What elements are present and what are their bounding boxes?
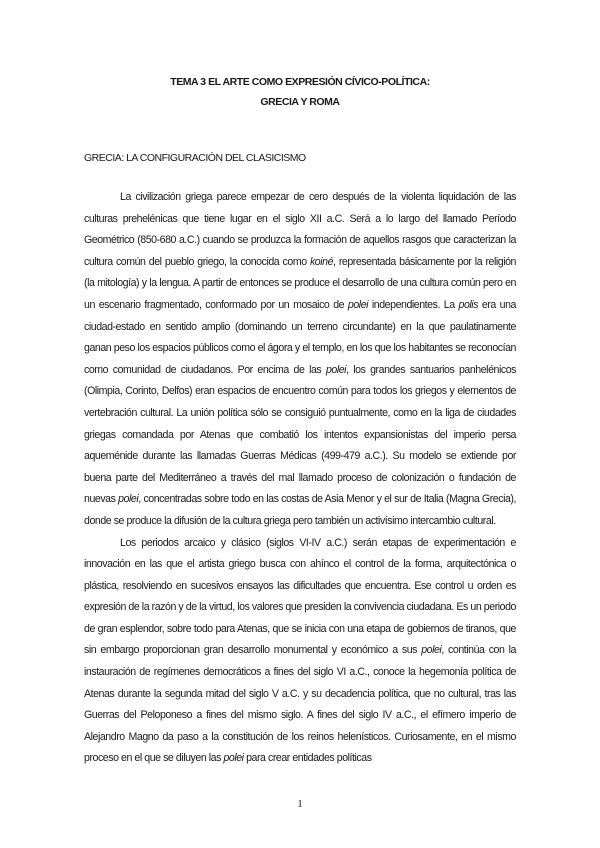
document-title-line-1: TEMA 3 EL ARTE COMO EXPRESIÓN CÍVICO-POLÍTICA:: [170, 76, 430, 88]
paragraph-1-segment-5: , los grandes santuarios panhelénicos (Olimpia, Corinto, Delfos) eran espacios de encuentro común para todos los griegos y elementos de vertebración cultural. La unión política sólo se consiguió puntualmente, como en la liga de ciudades griegas comandada por Atenas que combatió los intentos expansionistas del imperio persa aqueménide durante las llamadas Guerras Médicas (499-479 a.C.). Su modelo se extiende por buena parte del Mediterráneo a través del mal llamado proceso de colonización o fundación de nuevas: [84, 363, 516, 506]
paragraph-1-segment-4: era una ciudad-estado en sentido amplio (dominando un terreno circundante) en la que paulatinamente ganan peso los espacios públicos como el ágora y el templo, en los que los habitantes se reconocían como comunidad de ciudadanos. Por encima de las: [84, 298, 516, 376]
paragraph-1-segment-2: , representada básicamente por la religión (la mitología) y la lengua. A partir de entonces se produce el desarrollo de una cultura común pero en un escenario fragmentado, conformado por un mosaico de: [84, 255, 517, 311]
paragraph-2: [84, 533, 516, 771]
paragraph-1-segment-3: independientes. La: [368, 298, 459, 311]
section-heading: GRECIA: LA CONFIGURACIÓN DEL CLASICISMO: [84, 152, 306, 164]
paragraph-1-italic-polei-2: polei: [325, 363, 347, 376]
paragraph-2-italic-polei-2: polei: [223, 752, 244, 765]
paragraph-2-segment-3: para crear entidades políticas: [243, 752, 372, 765]
body-text: [84, 187, 516, 770]
paragraph-1-italic-polis: polis: [458, 298, 479, 311]
page-number: 1: [297, 798, 303, 810]
paragraph-2-segment-1: Los periodos arcaico y clásico (siglos VI-IV a.C.) serán etapas de experimentación e innovación en las que el artista griego busca con ahínco el control de la forma, arquitectónica o plástica, resolviendo en sucesivos ensayos las dificultades que encuentra. Ese control u orden es expresión de la razón y de la virtud, los valores que presiden la convivencia ciudadana. Es un periodo de gran esplendor, sobre todo para Atenas, que se inicia con una etapa de gobiernos de tiranos, que sin embargo proporcionan gran desarrollo monumental y económico a sus: [84, 536, 516, 657]
paragraph-1-italic-polei-1: polei: [347, 298, 369, 311]
paragraph-1: [84, 187, 516, 533]
document-title-line-2: GRECIA Y ROMA: [260, 96, 340, 108]
paragraph-1-segment-6: , concentradas sobre todo en las costas de Asia Menor y el sur de Italia (Magna Grecia), donde se produce la difusión de la cultura griega pero también un activísimo intercambio cultural.: [84, 493, 516, 527]
paragraph-1-segment-1: La civilización griega parece empezar de cero después de la violenta liquidación de las culturas prehelénicas que tiene lugar en el siglo XII a.C. Será a lo largo del llamado Período Geométrico (850-680 a.C.) cuando se produzca la formación de aquellos rasgos que caracterizan la cultura común del pueblo griego, la conocida como: [84, 191, 516, 268]
paragraph-2-italic-polei-1: polei: [421, 644, 442, 657]
paragraph-1-italic-koine: koiné: [309, 255, 334, 268]
paragraph-1-italic-polei-3: polei: [118, 493, 139, 506]
paragraph-2-segment-2: , continúa con la instauración de regímenes democráticos a fines del siglo VI a.C., conoce la hegemonía política de Atenas durante la segunda mitad del siglo V a.C. y su decadencia política, que no cultural, tras las Guerras del Peloponeso a fines del mismo siglo. A fines del siglo IV a.C., el efímero imperio de Alejandro Magno da paso a la constitución de los reinos helenísticos. Curiosamente, en el mismo proceso en el que se diluyen las: [84, 644, 516, 765]
